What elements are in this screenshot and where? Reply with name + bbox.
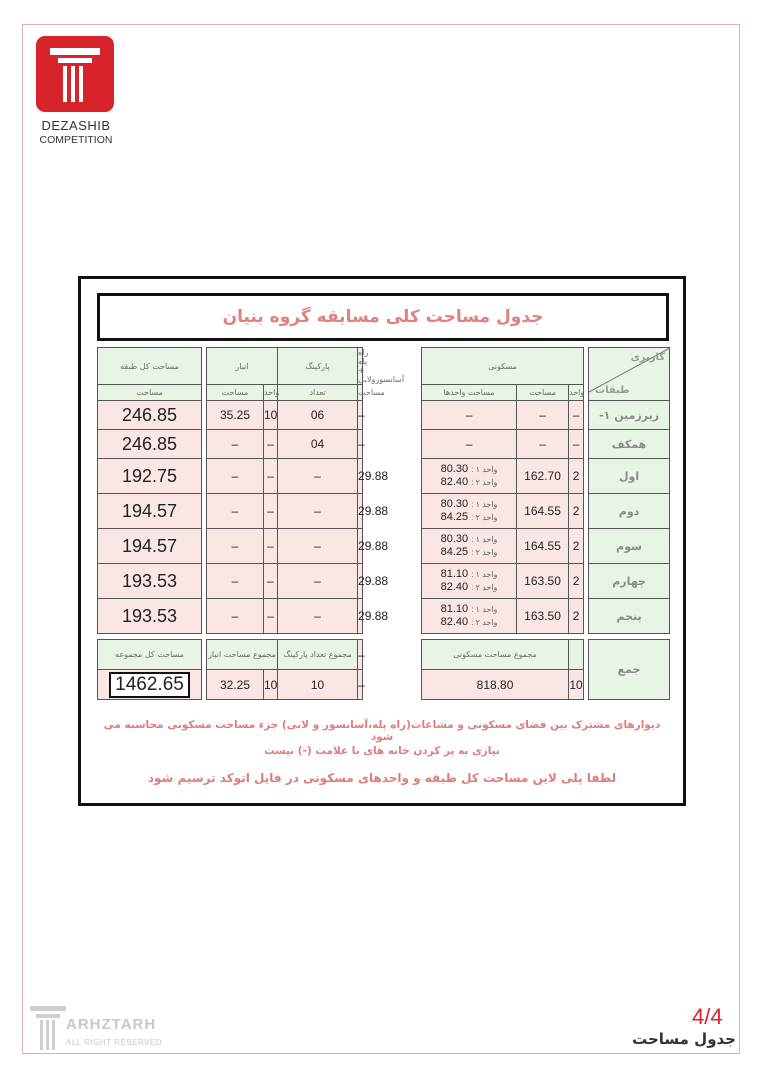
residential-area: 163.50 (524, 609, 561, 623)
header-usage: کاربری (630, 352, 666, 363)
floor-label: سوم (616, 539, 642, 553)
table-row (98, 599, 670, 634)
subheader-stair-area: مساحت (358, 388, 385, 397)
unit-1-label: واحد ۱ : (471, 465, 498, 474)
total-parking: 10 (310, 677, 325, 692)
warehouse-unit: – (267, 609, 274, 623)
header-total-area: مساحت کل طبقه (120, 361, 179, 371)
subheader-wh-area: مساحت (221, 388, 249, 397)
header-warehouse: انبار (235, 361, 249, 371)
column-gap (363, 640, 422, 670)
stair-area: – (358, 437, 365, 451)
note-dashes: نیازی به پر کردن خانه های با علامت (-) نیست (264, 745, 500, 757)
column-gap (363, 670, 422, 700)
unit-2-label: واحد ۲ : (471, 513, 498, 522)
table-row (98, 564, 670, 599)
residential-unit: 2 (572, 609, 580, 623)
residential-area: 164.55 (524, 504, 561, 518)
dezashib-logo (36, 36, 114, 112)
unit-1-area: 80.30 (440, 533, 469, 545)
subheader-unit-area: مساحت واحدها (443, 388, 495, 397)
watermark-name: ARHZTARH (66, 1016, 157, 1033)
watermark-sub: ALL RIGHT RESERVED (66, 1038, 162, 1047)
table-row (98, 401, 670, 430)
brand-name: DEZASHIB (41, 118, 111, 133)
page-number: 4/4 (692, 1004, 723, 1029)
floor-label: زیرزمین ۱- (599, 408, 660, 422)
residential-unit: 2 (572, 539, 580, 553)
unit-1-area: 80.30 (440, 498, 469, 510)
unit-2-label: واحد ۲ : (471, 583, 498, 592)
floor-label: دوم (618, 504, 640, 518)
table-row (98, 430, 670, 459)
parking-count: – (314, 574, 321, 588)
warehouse-area: – (231, 469, 239, 483)
table-row (98, 459, 670, 494)
floor-total-area: 194.57 (121, 500, 178, 521)
residential-unit: 2 (572, 504, 580, 518)
totals-row (98, 670, 670, 700)
warehouse-area: – (231, 437, 239, 451)
stair-area: 29.88 (358, 539, 389, 553)
footer-title: جدول مساحت (632, 1030, 736, 1048)
brand-subtitle: COMPETITION (39, 134, 113, 146)
total-header-area: مساحت کل مجموعه (115, 650, 184, 659)
note-walls: دیوارهای مشترک بین فضای مسکونی و مشاعات(راه پله،آسانسور و لابی) جزء مساحت مسکونی محاسبه می شود (103, 719, 661, 743)
warehouse-unit: – (267, 574, 274, 588)
floor-total-area: 192.75 (121, 465, 178, 486)
header-stair: راه پله + آسانسورولابی (358, 348, 405, 384)
area-table (97, 347, 670, 700)
header-residential: مسکونی (488, 361, 517, 371)
column-gap (584, 670, 589, 700)
warehouse-area: – (231, 504, 239, 518)
unit-2-area: 82.40 (440, 476, 469, 488)
stair-area: 29.88 (358, 574, 389, 588)
total-header-parking: مجموع تعداد پارکینگ (283, 650, 352, 659)
stair-area: 29.88 (358, 504, 389, 518)
column-gap (363, 430, 422, 459)
residential-area: – (539, 408, 546, 422)
warehouse-area: – (231, 574, 239, 588)
header-row (98, 348, 670, 385)
residential-unit: 2 (572, 574, 580, 588)
floor-total-area: 246.85 (121, 404, 178, 425)
floor-total-area: 193.53 (121, 570, 178, 591)
unit-1-area: 81.10 (440, 568, 469, 580)
units-area: – (465, 408, 473, 422)
floor-label: پنجم (616, 609, 642, 623)
subheader-wh-unit: واحد (264, 388, 280, 397)
unit-1-area: 81.10 (440, 603, 469, 615)
unit-1-label: واحد ۱ : (471, 500, 498, 509)
residential-area: 163.50 (524, 574, 561, 588)
header-parking: پارکینگ (305, 361, 330, 371)
area-table-board (78, 276, 686, 806)
subheader-parking-count: تعداد (309, 388, 326, 397)
unit-2-area: 82.40 (440, 581, 469, 593)
unit-1-label: واحد ۱ : (471, 570, 498, 579)
totals-header-row (98, 640, 670, 670)
floor-total-area: 193.53 (121, 605, 178, 626)
subheader-area: مساحت (136, 388, 163, 397)
total-residential-area: 818.80 (476, 677, 514, 692)
residential-unit: 2 (572, 469, 580, 483)
table-row (98, 529, 670, 564)
stair-area: – (358, 408, 365, 422)
warehouse-area: – (231, 609, 239, 623)
column-gap (363, 401, 422, 430)
total-header-stair: – (358, 647, 365, 662)
parking-count: 04 (310, 437, 325, 451)
warehouse-unit: – (267, 469, 274, 483)
warehouse-area: 35.25 (219, 408, 251, 422)
total-residential-unit: 10 (569, 677, 583, 692)
stair-area: 29.88 (358, 609, 389, 623)
warehouse-unit: – (267, 437, 274, 451)
floor-label: همکف (611, 437, 647, 451)
parking-count: – (314, 539, 321, 553)
totals-label: جمع (617, 663, 641, 676)
table-row (98, 494, 670, 529)
floor-total-area: 194.57 (121, 535, 178, 556)
note-polyline: لطفا پلی لاین مساحت کل طبقه و واحدهای مسکونی در فایل اتوکد ترسیم شود (147, 771, 617, 785)
unit-2-area: 84.25 (440, 546, 469, 558)
floor-total-area: 246.85 (121, 433, 178, 454)
unit-2-area: 84.25 (440, 511, 469, 523)
warehouse-area: – (231, 539, 239, 553)
header-floors: طبقات (595, 385, 630, 396)
residential-unit: – (572, 437, 580, 451)
residential-area: 162.70 (524, 469, 561, 483)
residential-unit: – (572, 408, 580, 422)
residential-area: – (539, 437, 546, 451)
total-header-warehouse: مجموع مساحت انبار (208, 650, 276, 659)
total-stair: – (358, 677, 365, 692)
floor-label: چهارم (612, 574, 646, 588)
units-area: – (465, 437, 473, 451)
parking-count: – (314, 609, 321, 623)
parking-count: 06 (310, 408, 325, 422)
grand-total: 1462.65 (109, 672, 190, 698)
header-corner (589, 348, 670, 401)
warehouse-unit: 10 (264, 408, 278, 422)
residential-area: 164.55 (524, 539, 561, 553)
floor-label: اول (618, 469, 640, 483)
table-title-box (97, 293, 669, 341)
unit-1-area: 80.30 (440, 463, 469, 475)
unit-2-label: واحد ۲ : (471, 548, 498, 557)
subheader-res-area: مساحت (529, 388, 556, 397)
unit-1-label: واحد ۱ : (471, 605, 498, 614)
unit-2-area: 82.40 (440, 616, 469, 628)
total-warehouse-unit: 10 (264, 677, 278, 692)
parking-count: – (314, 504, 321, 518)
subheader-row (98, 385, 670, 401)
total-header-residential: مجموع مساحت مسکونی (453, 650, 537, 659)
parking-count: – (314, 469, 321, 483)
table-title: جدول مساحت کلی مسابقه گروه بنیان (222, 307, 544, 327)
stair-area: 29.88 (358, 469, 389, 483)
unit-2-label: واحد ۲ : (471, 618, 498, 627)
warehouse-unit: – (267, 504, 274, 518)
warehouse-unit: – (267, 539, 274, 553)
total-warehouse-area: 32.25 (219, 677, 251, 692)
unit-2-label: واحد ۲ : (471, 478, 498, 487)
subheader-res-unit: واحد (569, 388, 585, 397)
unit-1-label: واحد ۱ : (471, 535, 498, 544)
